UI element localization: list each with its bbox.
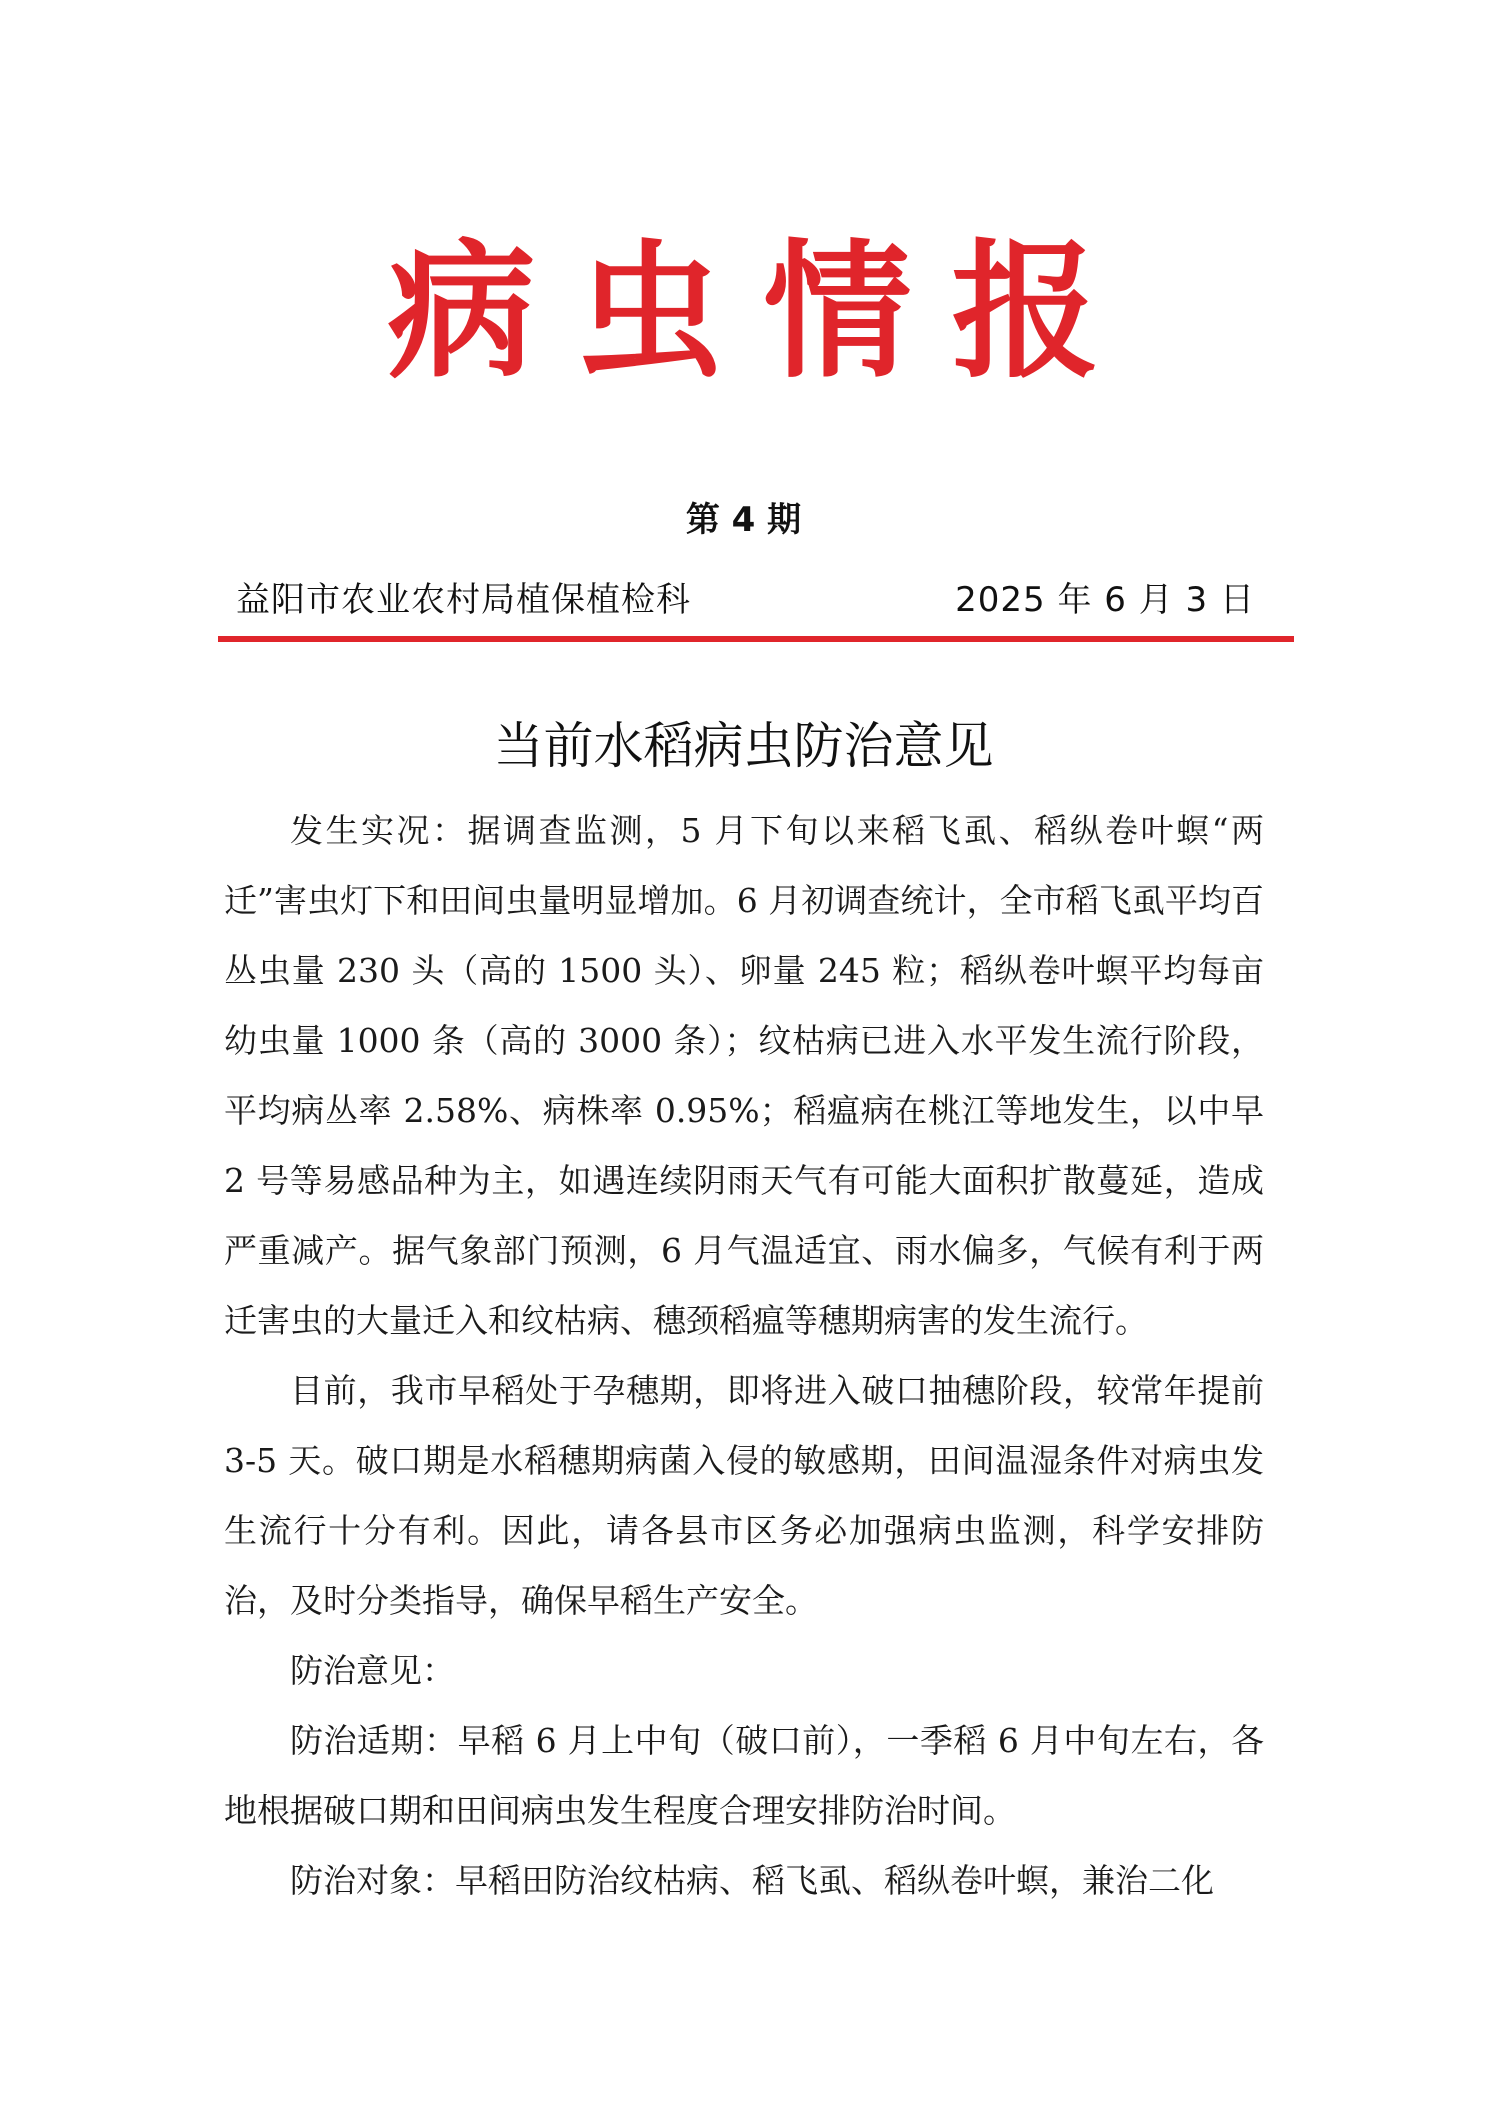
issuer-name: 益阳市农业农村局植保植检科: [236, 580, 691, 620]
paragraph-occurrence: 发生实况：据调查监测，5 月下旬以来稻飞虱、稻纵卷叶螟“两迁”害虫灯下和田间虫量明显增加。6 月初调查统计，全市稻飞虱平均百丛虫量 230 头（高的 1500 头）、卵量 245 粒；稻纵卷叶螟平均每亩幼虫量 1000 条（高的 3000 条）；纹枯病已进入水平发生流行阶段，平均病丛率 2.58%、病株率 0.95%；稻瘟病在桃江等地发生，以中早 2 号等易感品种为主，如遇连续阴雨天气有可能大面积扩散蔓延，造成严重减产。据气象部门预测，6 月气温适宜、雨水偏多，气候有利于两迁害虫的大量迁入和纹枯病、穗颈稻瘟等穗期病害的发生流行。: [224, 811, 1264, 1340]
paragraph-control-targets: 防治对象：早稻田防治纹枯病、稻飞虱、稻纵卷叶螟，兼治二化: [290, 1861, 1214, 1900]
paragraph-current-status: 目前，我市早稻处于孕穗期，即将进入破口抽穗阶段，较常年提前 3-5 天。破口期是水稻穗期病菌入侵的敏感期，田间温湿条件对病虫发生流行十分有利。因此，请各县市区务必加强病虫监测，科学安排防治，及时分类指导，确保早稻生产安全。: [224, 1371, 1264, 1620]
masthead-title: 病虫情报: [387, 226, 1140, 398]
issue-date: 2025 年 6 月 3 日: [955, 580, 1255, 620]
red-divider-line: [218, 636, 1294, 642]
paragraph-heading-control: 防治意见：: [290, 1651, 455, 1690]
document-body: [224, 796, 1264, 1916]
issue-number: 第 4 期: [685, 500, 802, 540]
paragraph-control-timing: 防治适期：早稻 6 月上中旬（破口前），一季稻 6 月中旬左右，各地根据破口期和田间病虫发生程度合理安排防治时间。: [224, 1721, 1264, 1830]
document-title: 当前水稻病虫防治意见: [493, 717, 994, 775]
